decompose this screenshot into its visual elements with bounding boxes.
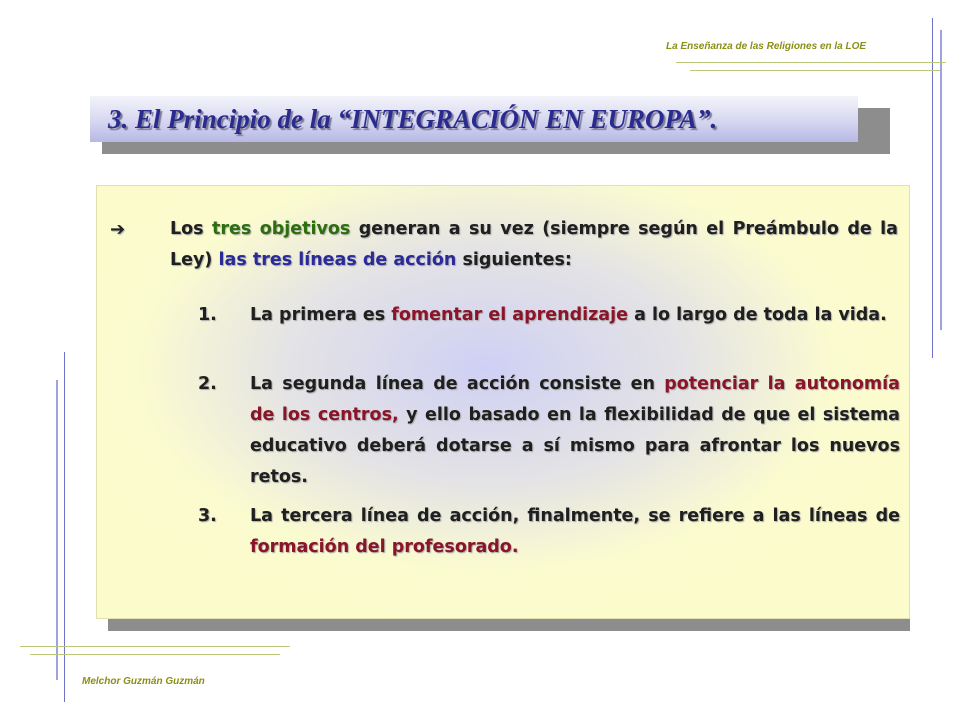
item-highlight: fomentar el aprendizaje <box>391 305 628 325</box>
title-banner <box>90 96 890 156</box>
top-horizontal-line-1 <box>676 62 946 63</box>
header-note: La Enseñanza de las Religiones en la LOE <box>666 41 867 52</box>
top-horizontal-line-2 <box>690 70 940 71</box>
bullet-text-part-3: siguientes: <box>456 250 572 270</box>
left-vertical-line-2 <box>56 380 58 680</box>
bottom-horizontal-line-1 <box>20 646 290 647</box>
slide-title: 3. El Principio de la “INTEGRACIÓN EN EUROPA”. <box>108 103 718 134</box>
item-text <box>250 300 900 331</box>
item-text <box>250 369 900 493</box>
item-text-b: y ello basado en la flexibilidad de que el sistema educativo deberá dotarse a sí mismo para afrontar los nuevos retos. <box>250 405 900 487</box>
item-number: 2. <box>198 374 217 394</box>
bottom-horizontal-line-2 <box>30 654 280 655</box>
left-vertical-line-1 <box>64 352 65 702</box>
footer-note: Melchor Guzmán Guzmán <box>82 676 205 687</box>
item-text-a: La tercera línea de acción, finalmente, se refiere a las líneas de <box>250 506 900 526</box>
item-text-a: La segunda línea de acción consiste en <box>250 374 665 394</box>
item-text <box>250 501 900 563</box>
bullet-text <box>170 214 898 276</box>
item-text-a: La primera es <box>250 305 392 325</box>
right-vertical-line-1 <box>932 18 933 358</box>
right-vertical-line-2 <box>940 30 942 330</box>
bullet-text-part-1: Los <box>170 219 213 239</box>
item-text-b: a lo largo de toda la vida. <box>627 305 887 325</box>
item-number: 3. <box>198 506 217 526</box>
title-box <box>90 96 858 142</box>
highlight-lineas: las tres líneas de acción <box>218 250 457 270</box>
item-highlight: potenciar la autonomía de los centros, <box>250 374 900 425</box>
arrow-icon: ➔ <box>110 219 126 240</box>
highlight-objetivos: tres objetivos <box>212 219 351 239</box>
bullet-text-part-2: generan a su vez (siempre según el Preámbulo de la Ley) <box>170 219 898 270</box>
item-number: 1. <box>198 305 217 325</box>
item-highlight: formación del profesorado. <box>250 537 519 557</box>
